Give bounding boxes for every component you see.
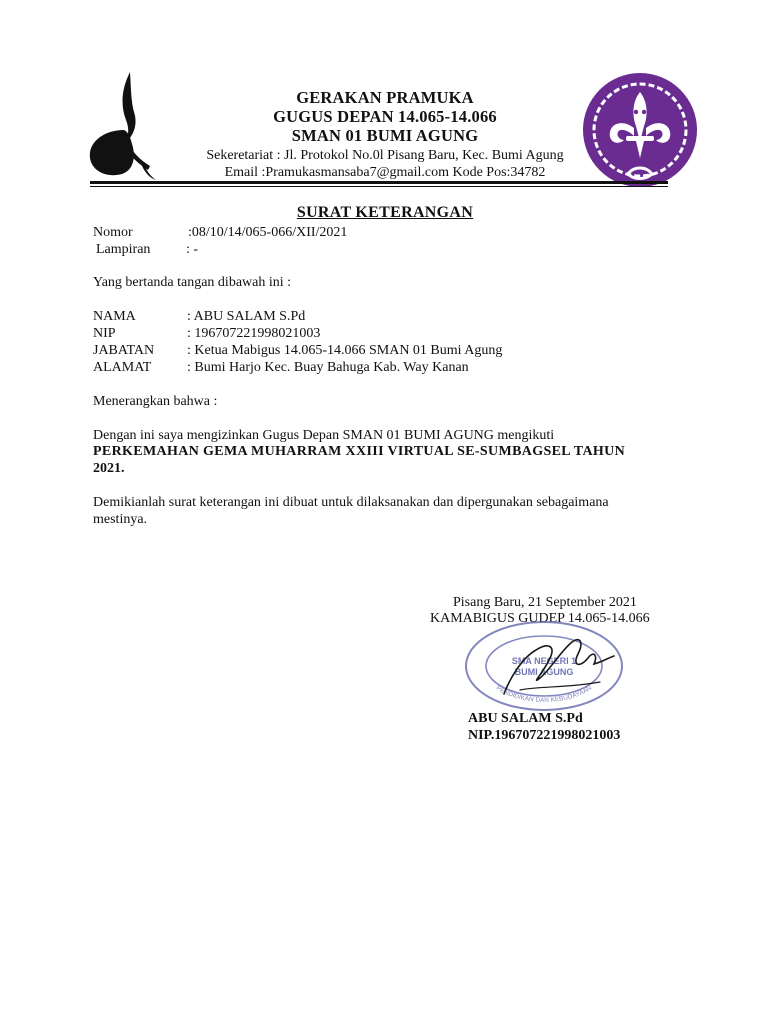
field-row xyxy=(93,359,469,376)
paragraph-1-line-1: Dengan ini saya mengizinkan Gugus Depan SMAN 01 BUMI AGUNG mengikuti xyxy=(93,428,555,443)
gugus-depan: GUGUS DEPAN 14.065-14.066 xyxy=(273,107,497,126)
nomor-label: Nomor xyxy=(93,225,133,240)
letter-title: SURAT KETERANGAN xyxy=(296,204,474,221)
paragraph-2-line-2: mestinya. xyxy=(93,512,148,527)
paragraph-2-line-1: Demikianlah surat keterangan ini dibuat untuk dilaksanakan dan dipergunakan sebagaimana xyxy=(93,495,609,510)
field-value: : ABU SALAM S.Pd xyxy=(187,309,306,324)
lampiran-value: : - xyxy=(186,242,199,257)
contact-info: Email :Pramukasmansaba7@gmail.com Kode Pos:34782 xyxy=(224,165,546,180)
stamp-text-1: SMA NEGERI 1 xyxy=(511,656,577,666)
stamp-text-2: BUMI AGUNG xyxy=(514,667,574,677)
field-label: NAMA xyxy=(93,309,136,324)
field-label: NIP xyxy=(93,326,116,341)
lampiran-label: Lampiran xyxy=(96,242,151,257)
nomor-row xyxy=(93,224,348,241)
field-label: JABATAN xyxy=(93,343,155,358)
header-rule-thick xyxy=(90,181,668,184)
place-date: Pisang Baru, 21 September 2021 xyxy=(453,595,637,610)
signatory-name: ABU SALAM S.Pd xyxy=(468,711,583,726)
event-name-line-1: PERKEMAHAN GEMA MUHARRAM XXIII VIRTUAL SE-SUMBAGSEL TAHUN xyxy=(93,444,626,459)
field-value: : Bumi Harjo Kec. Buay Bahuga Kab. Way Kanan xyxy=(187,360,469,375)
lampiran-row xyxy=(96,241,199,258)
field-label: ALAMAT xyxy=(93,360,152,375)
handwritten-signature xyxy=(490,628,630,700)
signatory-position: KAMABIGUS GUDEP 14.065-14.066 xyxy=(430,611,650,626)
field-value: : 196707221998021003 xyxy=(187,326,321,341)
header-rule-thin xyxy=(90,186,668,187)
signatory-nip: NIP.196707221998021003 xyxy=(468,728,621,743)
secretariat-address: Sekeretariat : Jl. Protokol No.0l Pisang Baru, Kec. Bumi Agung xyxy=(206,148,564,163)
field-row xyxy=(93,308,306,325)
field-row xyxy=(93,325,321,342)
field-row xyxy=(93,342,503,359)
field-value: : Ketua Mabigus 14.065-14.066 SMAN 01 Bumi Agung xyxy=(187,343,503,358)
school-name: SMAN 01 BUMI AGUNG xyxy=(291,126,479,145)
menerangkan-text: Menerangkan bahwa : xyxy=(93,394,218,409)
nomor-value: :08/10/14/065-066/XII/2021 xyxy=(188,225,348,240)
world-scout-emblem-icon xyxy=(582,72,698,188)
intro-text: Yang bertanda tangan dibawah ini : xyxy=(93,275,292,290)
org-name: GERAKAN PRAMUKA xyxy=(296,88,474,107)
event-name-line-2: 2021. xyxy=(93,461,125,476)
stamp-ring-text: PENDIDIKAN DAN KEBUDAYAAN xyxy=(494,684,594,705)
